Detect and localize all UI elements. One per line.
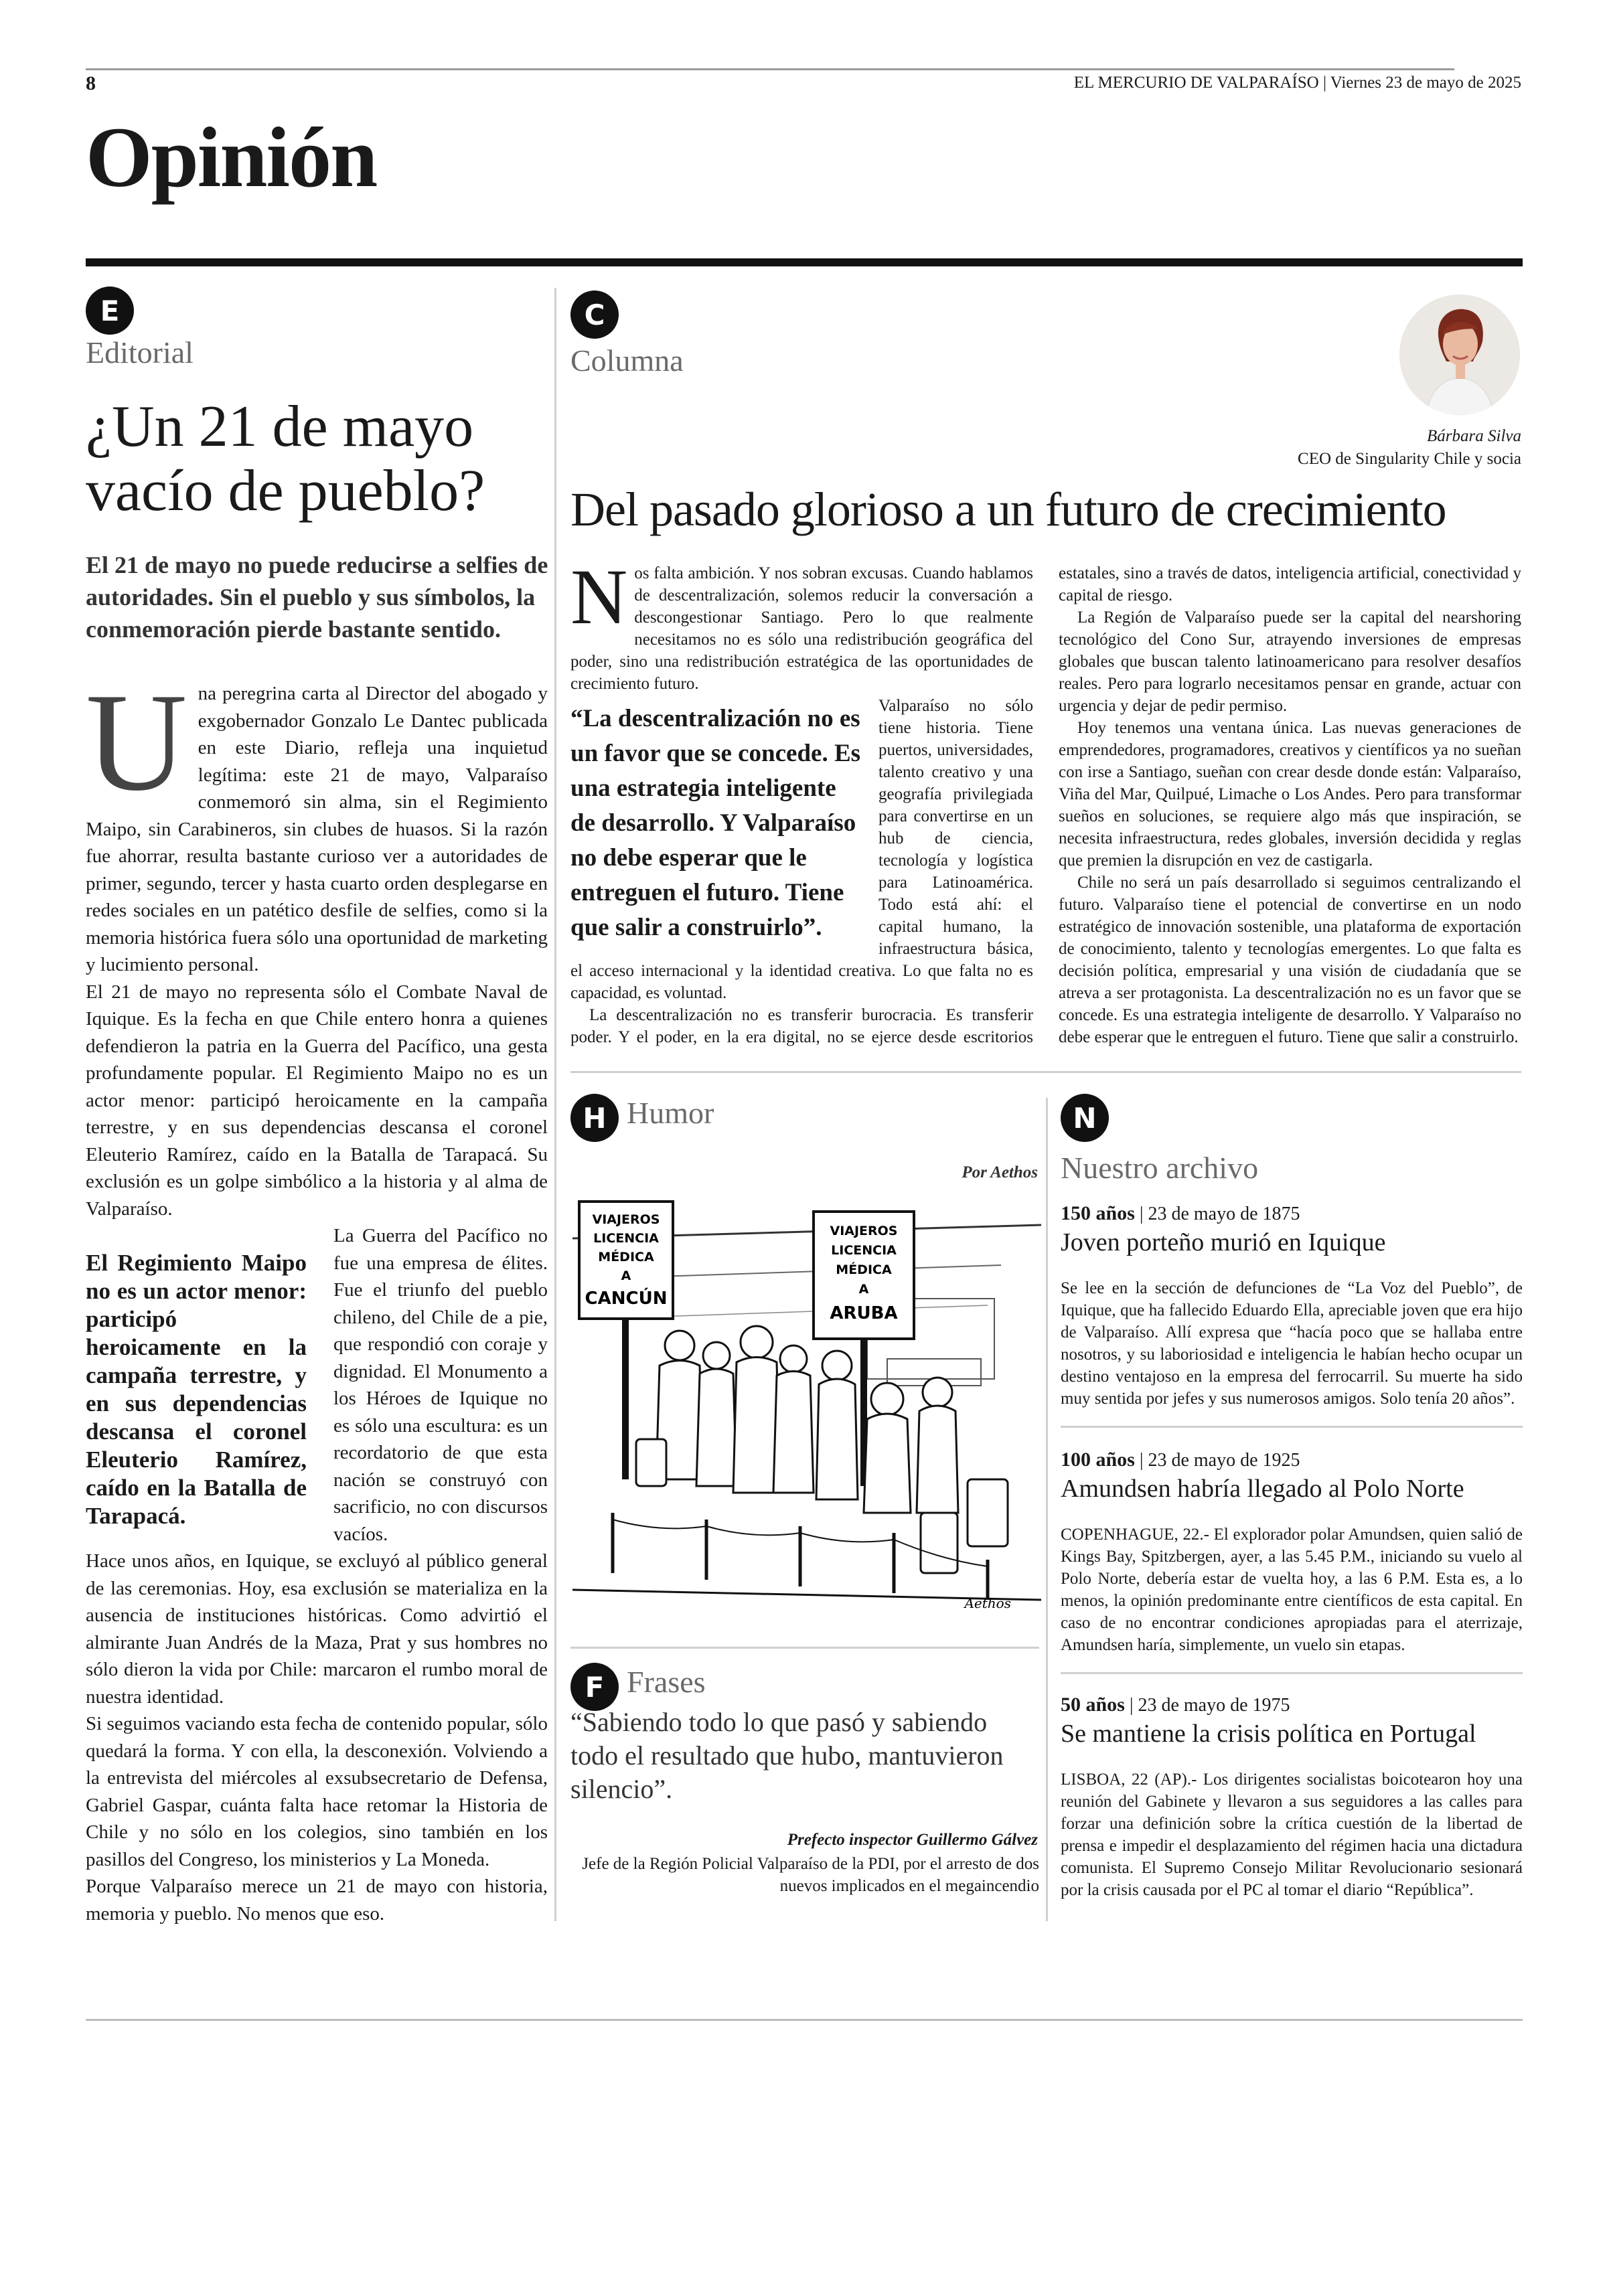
archive-date: | 23 de mayo de 1975 bbox=[1129, 1695, 1290, 1716]
columna-paragraph: os falta ambición. Y nos sobran excusas. Cuando hablamos de descentralización, solemos reducir la conversación a descongestionar Santiago. Pero lo que realmente necesitamos no es sólo una redistribución geográfica del poder, sino una redistribución estratégica de las oportunidades de crecimiento futuro. bbox=[570, 564, 1033, 693]
editorial-paragraph: La Guerra del Pacífico no fue una empresa de élites. Fue el triunfo del pueblo chileno, del Chile de a pie, que respondió con coraje y dignidad. El Monumento a los Héroes de Iquique no es sólo una escultura: es un recordatorio de que esta nación se construyó con sacrificio, no con discursos vacíos. bbox=[333, 1225, 548, 1545]
archive-title: Joven porteño murió en Iquique bbox=[1061, 1228, 1386, 1256]
frase-author: Prefecto inspector Guillermo Gálvez bbox=[787, 1831, 1038, 1849]
archive-item-meta bbox=[1061, 1694, 1290, 1716]
columna-paragraph: Chile no será un país desarrollado si seguimos centralizando el futuro. Valparaíso tiene el potencial de convertirse en un nodo estratégico de innovación sostenible, una plataforma de exportación de conocimiento, talento y tecnologías emergentes. Lo que falta es decisión política, empresarial y una visión de ciudadanía que se atreva a ser protagonista. La descentralización no es un favor que se concede. Es una estrategia inteligente de desarrollo. Y Valparaíso no debe esperar que le entreguen el futuro. Tiene que salir a construirlo. bbox=[1059, 874, 1521, 1046]
editorial-paragraph: Hace unos años, en Iquique, se excluyó al público general de las ceremonias. Hoy, esa exclusión se materializa en la ausencia de instituciones históricas. Como advirtió el almirante Juan Andrés de la Maza, Prat y sus hombres no sólo dieron la vida por Chile: marcaron el rumbo moral de nuestra identidad. bbox=[86, 1550, 548, 1708]
columna-paragraph: La Región de Valparaíso puede ser la capital del nearshoring tecnológico del Cono Sur, atrayendo inversiones de empresas globales que buscan talento latinoamericano para resolver desafíos reales. Pero para lograrlo necesitamos pensar en grande, actuar con urgencia y dejar de pedir permiso. bbox=[1059, 608, 1521, 715]
archive-date: | 23 de mayo de 1875 bbox=[1139, 1204, 1300, 1224]
section-title: Opinión bbox=[86, 110, 377, 205]
frase-quote: “Sabiendo todo lo que pasó y sabiendo todo el resultado que hubo, mantuvieron silencio”. bbox=[570, 1707, 1004, 1804]
editorial-badge: E bbox=[86, 286, 134, 335]
editorial-subhead: El 21 de mayo no puede reducirse a selfies de autoridades. Sin el pueblo y sus símbolos, la conmemoración pierde bastante sentido. bbox=[86, 552, 548, 643]
editorial-paragraph: Porque Valparaíso merece un 21 de mayo con historia, memoria y pueblo. No menos que eso. bbox=[86, 1876, 548, 1924]
columna-pullquote: “La descentralización no es un favor que se concede. Es una estrategia inteligente de desarrollo. Y Valparaíso no debe esperar que le entreguen el futuro. Tiene que salir a construirlo”. bbox=[570, 705, 861, 941]
editorial-paragraph: na peregrina carta al Director del abogado y exgobernador Gonzalo Le Dantec publicada en este Diario, refleja una inquietud legítima: este 21 de mayo, Valparaíso conmemoró sin alma, sin el Regimiento Maipo, sin Carabineros, sin clubes de huasos. Si la razón fue ahorrar, resulta bastante curioso ver a autoridades de primer, segundo, tercer y hasta cuarto orden desplegarse en redes sociales en un patético desfile de selfies, como si la memoria histórica fuera sólo una oportunidad de marketing y lucimiento personal. bbox=[86, 683, 548, 975]
sign-left-line-2: LICENCIA bbox=[593, 1231, 659, 1246]
author-photo bbox=[1399, 295, 1520, 415]
columna-body bbox=[570, 553, 1521, 1058]
sign-left-line-5: CANCÚN bbox=[585, 1289, 668, 1309]
editorial-body bbox=[86, 665, 548, 1927]
archivo-badge: N bbox=[1061, 1094, 1109, 1142]
editorial-headline: ¿Un 21 de mayo vacío de pueblo? bbox=[86, 394, 485, 523]
page-bottom-rule bbox=[86, 2019, 1523, 2021]
archive-divider bbox=[1046, 1098, 1048, 1921]
column-divider bbox=[554, 288, 556, 1921]
archive-date: | 23 de mayo de 1925 bbox=[1139, 1450, 1300, 1471]
sign-right-line-2: LICENCIA bbox=[831, 1243, 897, 1258]
columna-paragraph: Hoy tenemos una ventana única. Las nuevas generaciones de emprendedores, programadores, creativos y científicos ya no sueñan con irse a Santiago, sueñan con crear desde donde están: Valparaíso, Viña del Mar, Quilpué, Limache o Los Andes. Pero para transformar sueños en soluciones, se requiere algo más que inspiración, se necesita infraestructura, redes globales, inversión decidida y reglas que premien la disrupción en vez de castigarla. bbox=[1059, 719, 1521, 870]
editorial-pullquote: El Regimiento Maipo no es un actor menor: participó heroicamente en la campaña terrestre, y en sus dependencias descansa el coronel Eleuterio Ramírez, caído en la Batalla de Tarapacá. bbox=[86, 1250, 307, 1529]
sign-right-line-1: VIAJEROS bbox=[830, 1224, 898, 1238]
columna-bottom-rule bbox=[570, 1071, 1521, 1073]
archivo-kicker: Nuestro archivo bbox=[1061, 1151, 1259, 1185]
archive-years: 50 años bbox=[1061, 1694, 1125, 1716]
sign-left-line-3: MÉDICA bbox=[598, 1250, 654, 1264]
editorial-kicker: Editorial bbox=[86, 335, 194, 370]
columna-paragraph: La descentralización no es transferir burocracia. Es transferir poder. Y el poder, en la era digital, no se ejerce desde escritorios estatales, sino a través de datos, inteligencia artificial, conectividad y capital de riesgo. bbox=[570, 564, 1521, 1046]
archive-body: COPENHAGUE, 22.- El explorador polar Amundsen, quien salió de Kings Bay, Spitzbergen, ayer, a las 5.45 P.M., iniciando su vuelo al Polo Norte, debería estar de vuelta hoy, a las 6 P.M. Esta es, a lo menos, la opinión predominante entre científicos de esta capital. En caso de no encontrar condiciones apropiadas para el aterrizaje, Amundsen haría, simplemente, un vuelo sin etapas. bbox=[1061, 1526, 1523, 1654]
masthead: EL MERCURIO DE VALPARAÍSO | Viernes 23 de mayo de 2025 bbox=[1073, 74, 1521, 92]
cartoon-signature: Aethos bbox=[964, 1595, 1011, 1611]
humor-kicker: Humor bbox=[627, 1096, 714, 1130]
archive-years: 150 años bbox=[1061, 1202, 1135, 1224]
section-rule bbox=[86, 258, 1523, 266]
editorial-paragraph: Si seguimos vaciando esta fecha de contenido popular, sólo quedará la forma. Y con ella, la desconexión. Volviendo a la entrevista del miércoles al exsubsecretario de Defensa, Gabriel Gaspar, cuánta falta hace retomar la Historia de Chile y no sólo en los colegios, sino también en los pasillos del Congreso, los ministerios y La Moneda. bbox=[86, 1713, 548, 1870]
humor-credit: Por Aethos bbox=[962, 1163, 1038, 1181]
sign-left-line-1: VIAJEROS bbox=[592, 1212, 660, 1227]
columna-dropcap: N bbox=[570, 553, 628, 641]
sign-right-line-3: MÉDICA bbox=[836, 1262, 892, 1277]
humor-bottom-rule bbox=[570, 1647, 1039, 1649]
archive-body: Se lee en la sección de defunciones de “La Voz del Pueblo”, de Iquique, que ha fallecido Eduardo Ella, apreciable joven que era hijo de Valparaíso. Allí expresa que “hacía poco que se hallaba entre nosotros, y su laboriosidad e inteligencia le habían hecho ocupar un destino ventajoso en la empresa del ferrocarril. Su muerte ha sido muy sentida por jefes y sus numerosos amigos. Solo tenía 20 años”. bbox=[1061, 1279, 1523, 1408]
archive-years: 100 años bbox=[1061, 1449, 1135, 1471]
frases-badge: F bbox=[570, 1663, 619, 1711]
archive-separator bbox=[1061, 1426, 1523, 1428]
archive-body: LISBOA, 22 (AP).- Los dirigentes socialistas boicotearon hoy una reunión del Gabinete y llevaron a sus seguidores a las calles para forzar una definición sobre la crítica cuestión de la libertad de prensa e impedir el desplazamiento del régimen hacia una dictadura comunista. El Supremo Consejo Militar Revolucionario sesionará por la crisis causada por el PC al tomar el diario “República”. bbox=[1061, 1771, 1523, 1899]
sign-left-line-4: A bbox=[621, 1268, 631, 1283]
humor-badge: H bbox=[570, 1094, 619, 1142]
sign-right-line-4: A bbox=[858, 1282, 869, 1297]
editorial-paragraph: El 21 de mayo no representa sólo el Combate Naval de Iquique. Es la fecha en que Chile entero honra a quienes defendieron la patria en la Guerra del Pacífico, una gesta profundamente popular. El Regimiento Maipo no es un actor menor: participó heroicamente en la campaña terrestre, y en sus dependencias descansa el coronel Eleuterio Ramírez, caído en la Batalla de Tarapacá. Su exclusión es un golpe simbólico a la historia y al alma de Valparaíso. bbox=[86, 981, 548, 1220]
columna-headline: Del pasado glorioso a un futuro de crecimiento bbox=[570, 483, 1446, 536]
columna-paragraph: Valparaíso no sólo tiene historia. Tiene puertos, universidades, talento creativo y una geografía privilegiada para convertirse en un hub de ciencia, tecnología y logística para Latinoamérica. Todo está ahí: el capital humano, la infraestructura básica, el acceso internacional y la identidad creativa. Lo que falta no es capacidad, es voluntad. bbox=[570, 697, 1033, 1002]
page-number: 8 bbox=[86, 72, 96, 94]
columna-author-role: CEO de Singularity Chile y socia bbox=[1298, 450, 1521, 468]
frase-context: Jefe de la Región Policial Valparaíso de la PDI, por el arresto de dos nuevos implicados en el megaincendio bbox=[582, 1855, 1039, 1895]
editorial-dropcap: U bbox=[86, 665, 187, 820]
archive-item-meta bbox=[1061, 1449, 1300, 1471]
top-rule bbox=[86, 68, 1454, 70]
cartoon-illustration bbox=[572, 1198, 1041, 1613]
frases-kicker: Frases bbox=[627, 1665, 706, 1699]
archive-separator bbox=[1061, 1672, 1523, 1674]
archive-title: Se mantiene la crisis política en Portugal bbox=[1061, 1720, 1476, 1748]
columna-kicker: Columna bbox=[570, 343, 684, 378]
columna-author: Bárbara Silva bbox=[1427, 427, 1521, 445]
archive-item-meta bbox=[1061, 1202, 1300, 1225]
columna-badge: C bbox=[570, 291, 619, 339]
sign-right-line-5: ARUBA bbox=[830, 1303, 898, 1323]
archive-title: Amundsen habría llegado al Polo Norte bbox=[1061, 1475, 1464, 1503]
